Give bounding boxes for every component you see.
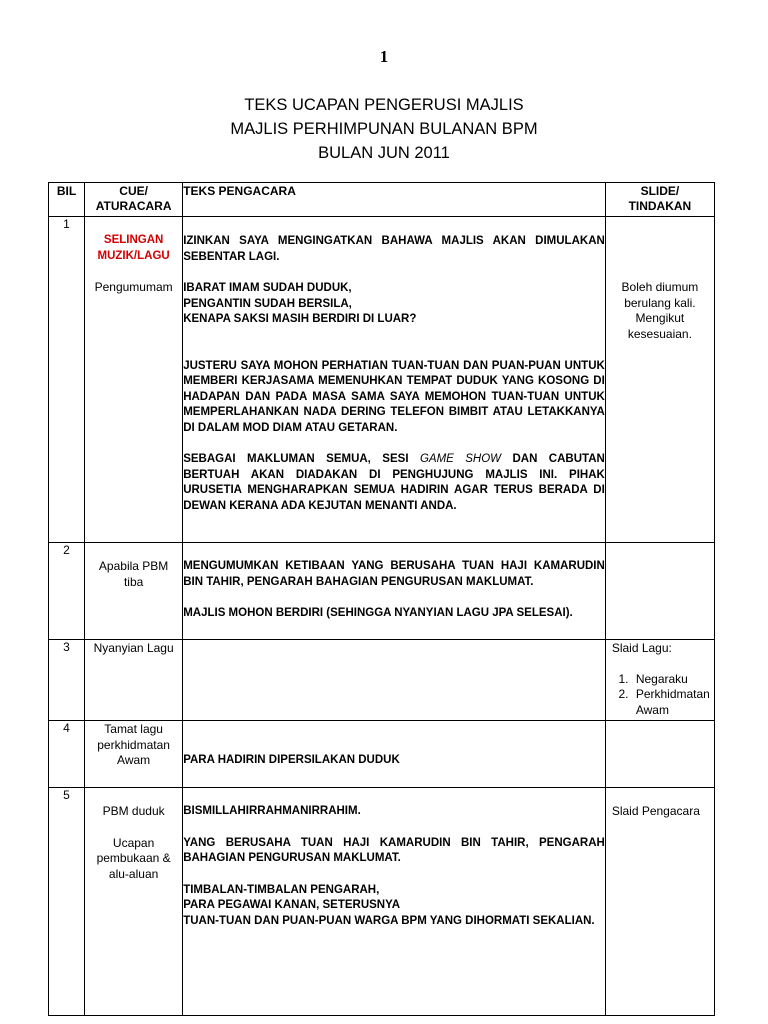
table-row	[49, 721, 715, 788]
row-bil: 2	[49, 543, 85, 640]
title-line-3: BULAN JUN 2011	[318, 144, 450, 162]
teks-para: PARA HADIRIN DIPERSILAKAN DUDUK	[183, 754, 400, 766]
teks-para: YANG BERUSAHA TUAN HAJI KAMARUDIN BIN TAHIR, PENGARAH BAHAGIAN PENGURUSAN MAKLUMAT.	[183, 836, 605, 864]
cue-text: Tamat lagu perkhidmatan Awam	[97, 722, 170, 767]
cue-text: Apabila PBM tiba	[98, 559, 169, 589]
table-row	[49, 788, 715, 1016]
teks-span: DAN CABUTAN BERTUAH AKAN DIADAKAN DI PENGHUJUNG MAJLIS INI. PIHAK URUSETIA MENGHARAPKAN SEMUA HADIRIN AGAR TERUS BERADA DI DEWAN KERANA ADA KEJUTAN MENANTI ANDA.	[183, 453, 605, 512]
cue-text: Ucapan pembukaan & alu-aluan	[96, 835, 171, 881]
header-teks: TEKS PENGACARA	[183, 183, 606, 217]
teks-span: SEBAGAI MAKLUMAN SEMUA, SESI	[183, 453, 420, 465]
row-teks	[183, 788, 606, 1016]
cue-pengumuman: Pengumumam	[94, 280, 173, 294]
teks-line: PENGANTIN SUDAH BERSILA,	[183, 297, 352, 310]
row-teks	[183, 543, 606, 640]
slide-list-item: 2. Perkhidmatan Awam	[632, 687, 711, 718]
teks-line: PARA PEGAWAI KANAN, SETERUSNYA	[183, 899, 401, 911]
script-table	[48, 182, 715, 1016]
row-cue	[85, 543, 183, 640]
title-line-1: TEKS UCAPAN PENGERUSI MAJLIS	[244, 96, 524, 114]
row-bil: 1	[49, 217, 85, 543]
document-title	[0, 93, 768, 165]
teks-para: MENGUMUMKAN KETIBAAN YANG BERUSAHA TUAN HAJI KAMARUDIN BIN TAHIR, PENGARAH BAHAGIAN PENGURUSAN MAKLUMAT.	[183, 560, 605, 588]
header-cue	[85, 183, 183, 217]
teks-para: JUSTERU SAYA MOHON PERHATIAN TUAN-TUAN DAN PUAN-PUAN UNTUK MEMBERI KERJASAMA MEMENUHKAN TEMPAT DUDUK YANG KOSONG DI HADAPAN DAN PADA MASA SAMA SAYA MEMOHON TUAN-TUAN UNTUK MEMPERLAHANKAN NADA DERING TELEFON BIMBIT ATAU LETAKKANYA DI DALAM MOD DIAM ATAU GETARAN.	[183, 359, 605, 434]
teks-line: TIMBALAN-TIMBALAN PENGARAH,	[183, 883, 380, 896]
page-number: 1	[379, 47, 389, 66]
teks-italic: GAME SHOW	[419, 453, 502, 465]
row-bil: 5	[49, 788, 85, 1016]
row-cue	[85, 721, 183, 788]
row-slide	[605, 543, 714, 640]
header-cue-line1: CUE/	[119, 184, 148, 198]
teks-para: IZINKAN SAYA MENGINGATKAN BAHAWA MAJLIS AKAN DIMULAKAN SEBENTAR LAGI.	[183, 235, 605, 263]
cue-selingan: SELINGAN MUZIK/LAGU	[97, 234, 170, 262]
teks-para: BISMILLAHIRRAHMANIRRAHIM.	[183, 805, 361, 817]
row-bil: 3	[49, 640, 85, 721]
table-row	[49, 543, 715, 640]
cue-text: PBM duduk	[102, 804, 165, 818]
teks-line: IBARAT IMAM SUDAH DUDUK,	[183, 282, 352, 294]
slide-note: Boleh diumum berulang kali. Mengikut kesesuaian.	[621, 280, 699, 341]
slide-list-item: 1. Negaraku	[632, 672, 711, 688]
table-row	[49, 217, 715, 543]
teks-para: MAJLIS MOHON BERDIRI (SEHINGGA NYANYIAN LAGU JPA SELESAI).	[183, 607, 573, 619]
slide-list	[612, 672, 711, 719]
row-cue	[85, 217, 183, 543]
row-slide	[605, 640, 714, 721]
teks-para	[183, 452, 605, 514]
teks-line: KENAPA SAKSI MASIH BERDIRI DI LUAR?	[183, 313, 417, 325]
row-teks	[183, 721, 606, 788]
row-slide	[605, 217, 714, 543]
header-slide-line1: SLIDE/	[640, 184, 680, 198]
row-teks	[183, 640, 606, 721]
header-slide	[605, 183, 714, 217]
row-cue	[85, 788, 183, 1016]
row-teks	[183, 217, 606, 543]
header-slide-line2: TINDAKAN	[628, 199, 692, 213]
table-row	[49, 640, 715, 721]
slide-note: Slaid Pengacara	[611, 804, 700, 818]
title-line-2: MAJLIS PERHIMPUNAN BULANAN BPM	[230, 120, 538, 138]
row-slide	[605, 788, 714, 1016]
cue-text: Nyanyian Lagu	[93, 641, 174, 655]
header-bil: BIL	[49, 183, 85, 217]
row-bil: 4	[49, 721, 85, 788]
slide-title: Slaid Lagu:	[611, 641, 672, 655]
teks-para: TUAN-TUAN DAN PUAN-PUAN WARGA BPM YANG DIHORMATI SEKALIAN.	[183, 914, 595, 927]
table-header-row	[49, 183, 715, 217]
row-slide	[605, 721, 714, 788]
row-cue	[85, 640, 183, 721]
header-cue-line2: ATURACARA	[95, 199, 172, 213]
